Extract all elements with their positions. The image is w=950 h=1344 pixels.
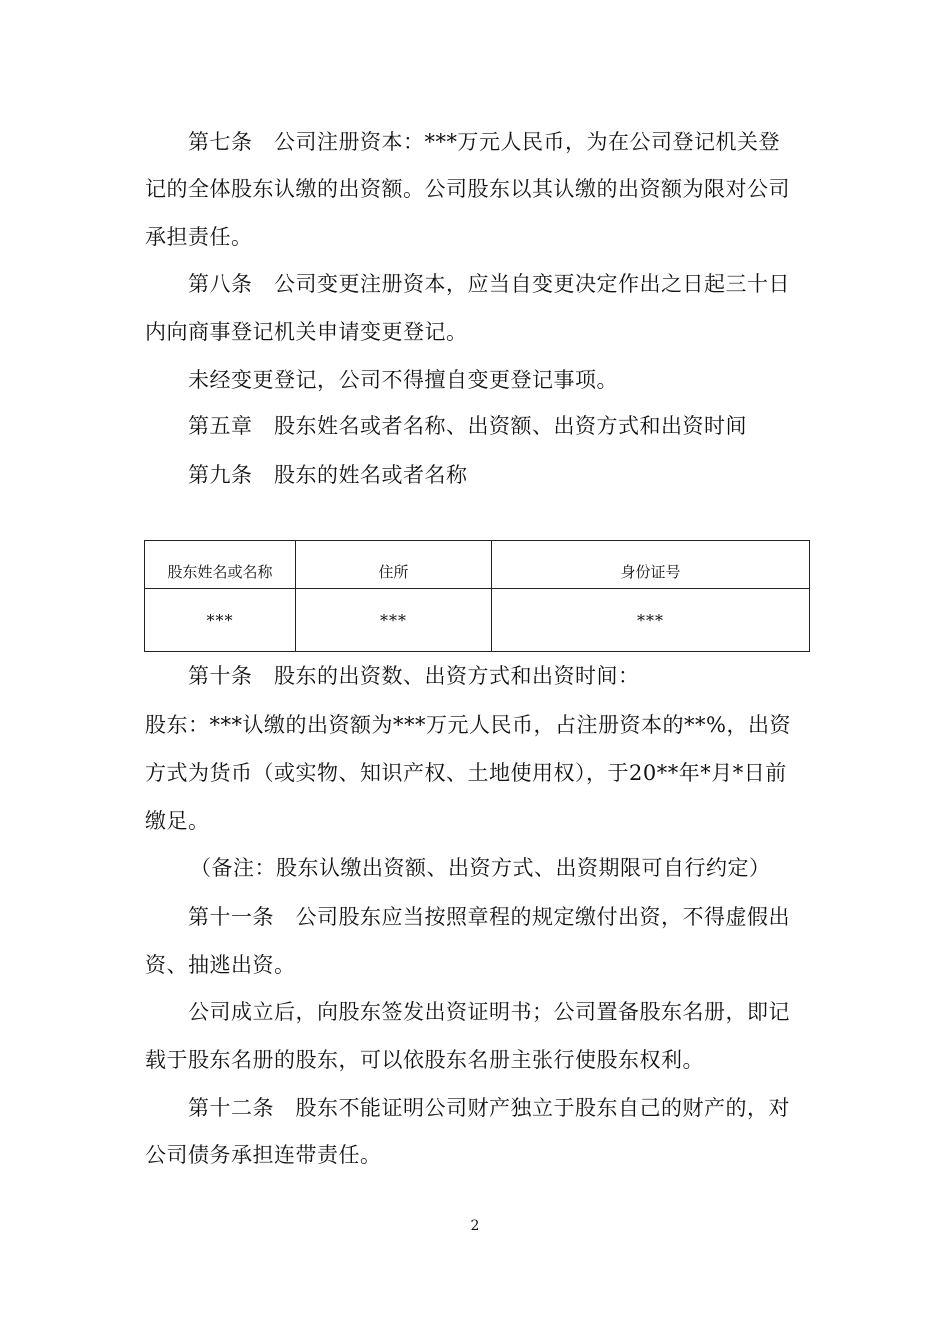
cell-id-number: *** — [492, 589, 810, 652]
article-12-line-1: 第十二条 股东不能证明公司财产独立于股东自己的财产的，对 — [188, 1096, 790, 1120]
shareholder-table — [144, 540, 810, 652]
article-8-line-3: 未经变更登记，公司不得擅自变更登记事项。 — [188, 368, 618, 392]
article-10-line-3: 方式为货币（或实物、知识产权、土地使用权），于20**年*月*日前 — [145, 761, 787, 785]
article-11-line-2: 资、抽逃出资。 — [145, 953, 296, 977]
article-9-heading: 第九条 股东的姓名或者名称 — [188, 463, 468, 487]
article-10-line-4: 缴足。 — [145, 809, 210, 833]
article-7-line-3: 承担责任。 — [145, 225, 253, 249]
article-12-line-2: 公司债务承担连带责任。 — [145, 1143, 382, 1167]
table-header-row — [145, 541, 810, 589]
article-11-line-3: 公司成立后，向股东签发出资证明书；公司置备股东名册，即记 — [188, 1000, 790, 1024]
article-11-line-1: 第十一条 公司股东应当按照章程的规定缴付出资，不得虚假出 — [188, 905, 790, 929]
page-number: 2 — [470, 1218, 480, 1234]
header-id-number: 身份证号 — [492, 541, 810, 589]
article-10-line-2: 股东：***认缴的出资额为***万元人民币，占注册资本的**%，出资 — [145, 713, 791, 737]
article-11-line-4: 载于股东名册的股东，可以依股东名册主张行使股东权利。 — [145, 1048, 704, 1072]
article-7-line-2: 记的全体股东认缴的出资额。公司股东以其认缴的出资额为限对公司 — [145, 177, 790, 201]
cell-address: *** — [296, 589, 492, 652]
article-7-line-1: 第七条 公司注册资本：***万元人民币，为在公司登记机关登 — [188, 130, 780, 154]
chapter-5-heading: 第五章 股东姓名或者名称、出资额、出资方式和出资时间 — [188, 414, 747, 438]
article-8-line-1: 第八条 公司变更注册资本，应当自变更决定作出之日起三十日 — [188, 272, 790, 296]
article-10-line-1: 第十条 股东的出资数、出资方式和出资时间： — [188, 664, 640, 688]
table-row — [145, 589, 810, 652]
article-8-line-2: 内向商事登记机关申请变更登记。 — [145, 320, 468, 344]
header-shareholder-name: 股东姓名或名称 — [145, 541, 296, 589]
cell-shareholder-name: *** — [145, 589, 296, 652]
remark-note: （备注：股东认缴出资额、出资方式、出资期限可自行约定） — [190, 856, 771, 880]
header-address: 住所 — [296, 541, 492, 589]
